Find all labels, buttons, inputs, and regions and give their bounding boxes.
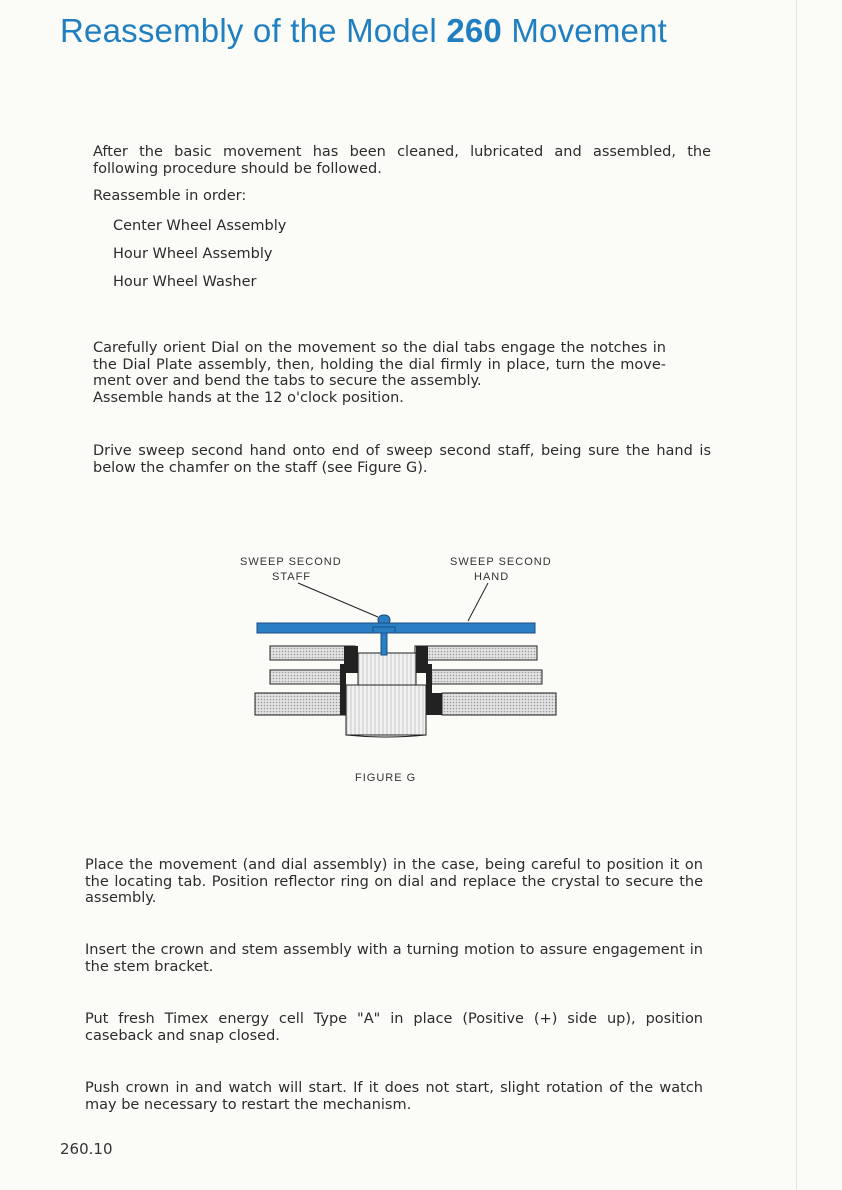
title-text-post: Movement xyxy=(502,12,668,49)
dial-paragraph: Carefully orient Dial on the movement so the dial tabs engage the notches in the Dial Plate assembly, then, holding the dial firmly in place, turn the move-ment over and bend the tabs to secure the assembly. xyxy=(93,340,666,389)
figure-caption: FIGURE G xyxy=(355,772,417,784)
order-heading: Reassemble in order: xyxy=(93,188,247,204)
intro-paragraph: After the basic movement has been cleaned, lubricated and assembled, the following procedure should be followed. xyxy=(93,144,711,177)
center-hub xyxy=(346,653,426,737)
list-item: Hour Wheel Washer xyxy=(113,274,257,290)
cell-paragraph: Put fresh Timex energy cell Type "A" in place (Positive (+) side up), position caseback and snap closed. xyxy=(85,1011,703,1044)
page-edge xyxy=(796,0,797,1190)
hands-paragraph: Assemble hands at the 12 o'clock position. xyxy=(93,390,404,406)
page-number: 260.10 xyxy=(60,1140,113,1158)
label-sweep-staff-line2: STAFF xyxy=(272,571,312,583)
order-list xyxy=(113,212,286,296)
sweep-second-staff xyxy=(378,615,390,655)
page-title xyxy=(60,12,667,50)
title-model-number: 260 xyxy=(446,12,502,49)
sweep-paragraph: Drive sweep second hand onto end of sweep second staff, being sure the hand is below the chamfer on the staff (see Figure G). xyxy=(93,443,711,476)
list-item: Hour Wheel Assembly xyxy=(113,246,273,262)
leader-line-staff xyxy=(298,583,378,617)
leader-line-hand xyxy=(468,583,488,621)
sweep-second-hand xyxy=(257,623,535,633)
figure-g-diagram xyxy=(230,545,570,795)
start-paragraph: Push crown in and watch will start. If it does not start, slight rotation of the watch may be necessary to restart the mechanism. xyxy=(85,1080,703,1113)
label-sweep-hand-line2: HAND xyxy=(474,571,510,583)
title-text-pre: Reassembly of the Model xyxy=(60,12,447,49)
list-item: Center Wheel Assembly xyxy=(113,218,287,234)
label-sweep-staff-line1: SWEEP SECOND xyxy=(240,556,342,568)
case-paragraph: Place the movement (and dial assembly) in the case, being careful to position it on the locating tab. Position reflector ring on dial and replace the crystal to secure the assembly. xyxy=(85,857,703,906)
label-sweep-hand-line1: SWEEP SECOND xyxy=(450,556,552,568)
crown-paragraph: Insert the crown and stem assembly with a turning motion to assure engagement in the stem bracket. xyxy=(85,942,703,975)
